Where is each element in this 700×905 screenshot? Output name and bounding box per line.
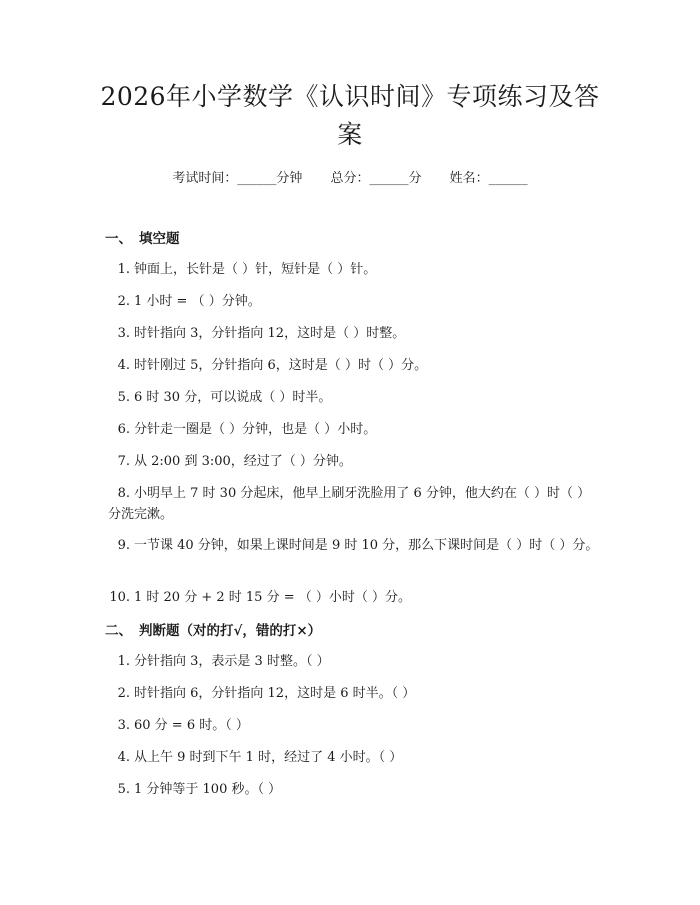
question-number: 3. (117, 326, 130, 341)
question-number: 2. (117, 686, 130, 701)
question-item (108, 387, 608, 408)
question-item (108, 587, 608, 608)
question-item (108, 259, 608, 280)
question-item (108, 355, 608, 376)
question-text: 时针指向 6，分针指向 12，这时是 6 时半。（ ） (134, 686, 416, 701)
question-text: 从 2:00 到 3:00，经过了（ ）分钟。 (134, 454, 352, 469)
question-item (108, 747, 608, 768)
question-number: 10. (109, 590, 130, 605)
question-number: 1. (117, 654, 130, 669)
question-text: 分针指向 3，表示是 3 时整。（ ） (134, 654, 330, 669)
section-number: 二、 (105, 623, 132, 639)
question-item (108, 651, 608, 672)
section-heading-true-false (105, 622, 321, 640)
exam-time-field: 考试时间：______分钟 (172, 171, 303, 186)
question-number: 4. (117, 358, 130, 373)
question-number: 5. (117, 390, 130, 405)
question-number: 4. (117, 750, 130, 765)
question-item (108, 291, 608, 312)
question-number: 9. (117, 538, 130, 553)
question-text: 6 时 30 分，可以说成（ ）时半。 (134, 390, 332, 405)
question-number: 6. (117, 422, 130, 437)
question-text: 钟面上，长针是（ ）针，短针是（ ）针。 (134, 262, 377, 277)
question-number: 2. (117, 294, 130, 309)
question-item (108, 483, 600, 525)
question-text: 1 时 20 分 + 2 时 15 分 = （ ）小时（ ）分。 (134, 590, 411, 605)
question-number: 1. (117, 262, 130, 277)
question-text: 1 分钟等于 100 秒。（ ） (134, 782, 282, 797)
page-title: 2026年小学数学《认识时间》专项练习及答案 (100, 82, 600, 149)
question-number: 5. (117, 782, 130, 797)
total-score-field: 总分：______分 (330, 171, 422, 186)
question-number: 3. (117, 718, 130, 733)
question-item (108, 323, 608, 344)
question-text: 分针走一圈是（ ）分钟，也是（ ）小时。 (134, 422, 377, 437)
question-text: 时针刚过 5，分针指向 6，这时是（ ）时（ ）分。 (134, 358, 428, 373)
name-field: 姓名：______ (449, 171, 528, 186)
question-item (108, 535, 600, 556)
question-item (108, 451, 608, 472)
question-text: 小明早上 7 时 30 分起床，他早上刷牙洗脸用了 6 分钟，他大约在（ ）时（ ）分洗完漱。 (108, 486, 591, 522)
question-number: 7. (117, 454, 130, 469)
section-title: 判断题（对的打√，错的打×） (139, 623, 322, 639)
exam-meta (0, 170, 700, 188)
question-text: 从上午 9 时到下午 1 时，经过了 4 小时。（ ） (134, 750, 403, 765)
question-item (108, 683, 608, 704)
question-text: 时针指向 3，分针指向 12，这时是（ ）时整。 (134, 326, 406, 341)
section-number: 一、 (105, 231, 132, 247)
question-item (108, 419, 608, 440)
question-text: 1 小时 = （ ）分钟。 (134, 294, 261, 309)
question-item (108, 779, 608, 800)
question-number: 8. (117, 486, 130, 501)
question-text: 一节课 40 分钟，如果上课时间是 9 时 10 分，那么下课时间是（ ）时（ ）分。 (134, 538, 599, 553)
question-item (108, 715, 608, 736)
section-heading-fill-in (105, 230, 180, 248)
question-text: 60 分 = 6 时。（ ） (134, 718, 249, 733)
section-title: 填空题 (139, 231, 180, 247)
